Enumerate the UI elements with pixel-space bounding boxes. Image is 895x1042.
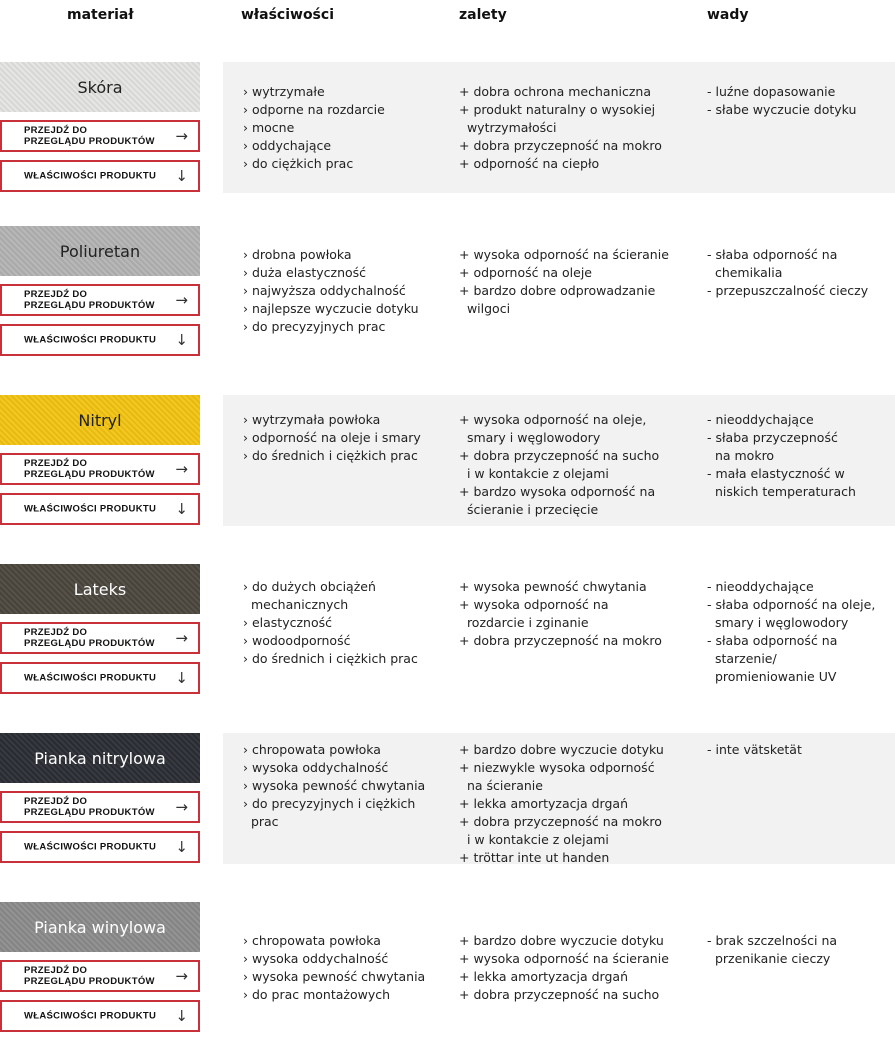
- pro-item: + bardzo dobre odprowadzanie: [459, 283, 656, 298]
- properties-list: [243, 411, 421, 465]
- pro-item: + dobra przyczepność na sucho: [459, 987, 660, 1002]
- arrow-right-icon: →: [175, 460, 188, 478]
- material-name: Pianka nitrylowa: [34, 748, 166, 768]
- pro-item: + odporność na ciepło: [459, 156, 600, 171]
- property-item: › do precyzyjnych i ciężkich: [243, 796, 416, 811]
- properties-list: [243, 246, 419, 336]
- cons-list: [707, 246, 868, 300]
- pro-item: wytrzymałości: [459, 120, 557, 135]
- pro-item: i w kontakcie z olejami: [459, 466, 609, 481]
- product-properties-button[interactable]: [0, 324, 200, 356]
- arrow-down-icon: ↓: [175, 331, 188, 349]
- button-label: WŁAŚCIWOŚCI PRODUKTU: [24, 334, 157, 346]
- con-item: - nieoddychające: [707, 579, 814, 594]
- button-label: PRZEJDŹ DO PRZEGLĄDU PRODUKTÓW: [24, 965, 155, 987]
- pros-list: [459, 932, 669, 1004]
- material-swatch: [0, 733, 200, 783]
- button-label: WŁAŚCIWOŚCI PRODUKTU: [24, 672, 157, 684]
- material-swatch: [0, 226, 200, 276]
- property-item: › chropowata powłoka: [243, 933, 381, 948]
- pro-item: + bardzo dobre wyczucie dotyku: [459, 742, 664, 757]
- header-material: materiał: [67, 7, 134, 23]
- con-item: - luźne dopasowanie: [707, 84, 836, 99]
- arrow-down-icon: ↓: [175, 669, 188, 687]
- con-item: - słabe wyczucie dotyku: [707, 102, 857, 117]
- material-name: Lateks: [73, 579, 127, 599]
- con-item: - słaba odporność na oleje,: [707, 597, 876, 612]
- button-label: PRZEJDŹ DO PRZEGLĄDU PRODUKTÓW: [24, 458, 155, 480]
- material-row: [0, 902, 895, 1033]
- material-row: [0, 395, 895, 526]
- con-item: chemikalia: [707, 265, 783, 280]
- property-item: › duża elastyczność: [243, 265, 367, 280]
- property-item: › do średnich i ciężkich prac: [243, 651, 418, 666]
- arrow-right-icon: →: [175, 629, 188, 647]
- property-item: › drobna powłoka: [243, 247, 352, 262]
- pros-list: [459, 83, 662, 173]
- pros-list: [459, 246, 669, 318]
- product-properties-button[interactable]: [0, 160, 200, 192]
- property-item: › mocne: [243, 120, 295, 135]
- properties-list: [243, 741, 425, 831]
- property-item: › do prac montażowych: [243, 987, 391, 1002]
- con-item: starzenie/: [707, 651, 777, 666]
- pro-item: + wysoka odporność na ścieranie: [459, 247, 669, 262]
- con-item: - inte vätsketät: [707, 742, 802, 757]
- pro-item: + lekka amortyzacja drgań: [459, 796, 628, 811]
- material-swatch: [0, 395, 200, 445]
- property-item: › wytrzymałe: [243, 84, 325, 99]
- cons-list: [707, 932, 837, 968]
- con-item: - brak szczelności na: [707, 933, 838, 948]
- con-item: smary i węglowodory: [707, 615, 849, 630]
- arrow-right-icon: →: [175, 291, 188, 309]
- product-properties-button[interactable]: [0, 662, 200, 694]
- property-item: › oddychające: [243, 138, 332, 153]
- pros-list: [459, 578, 662, 650]
- pro-item: + bardzo dobre wyczucie dotyku: [459, 933, 664, 948]
- arrow-down-icon: ↓: [175, 167, 188, 185]
- cons-list: [707, 83, 856, 119]
- pro-item: + wysoka odporność na ścieranie: [459, 951, 669, 966]
- arrow-right-icon: →: [175, 798, 188, 816]
- button-label: WŁAŚCIWOŚCI PRODUKTU: [24, 503, 157, 515]
- material-row: [0, 733, 895, 864]
- pros-list: [459, 411, 659, 519]
- property-item: › wysoka pewność chwytania: [243, 969, 426, 984]
- property-item: › wysoka oddychalność: [243, 760, 389, 775]
- material-name: Pianka winylowa: [34, 917, 166, 937]
- product-properties-button[interactable]: [0, 831, 200, 863]
- product-overview-button[interactable]: [0, 120, 200, 152]
- cons-list: [707, 578, 875, 686]
- material-swatch: [0, 62, 200, 112]
- pro-item: + tröttar inte ut handen: [459, 850, 610, 865]
- pro-item: + wysoka pewność chwytania: [459, 579, 647, 594]
- property-item: › do dużych obciążeń: [243, 579, 376, 594]
- con-item: - nieoddychające: [707, 412, 814, 427]
- material-swatch: [0, 564, 200, 614]
- material-swatch: [0, 902, 200, 952]
- pro-item: rozdarcie i zginanie: [459, 615, 589, 630]
- property-item: › do precyzyjnych prac: [243, 319, 386, 334]
- pro-item: wilgoci: [459, 301, 511, 316]
- pro-item: smary i węglowodory: [459, 430, 601, 445]
- product-properties-button[interactable]: [0, 493, 200, 525]
- property-item: › odporność na oleje i smary: [243, 430, 421, 445]
- con-item: przenikanie cieczy: [707, 951, 831, 966]
- button-label: WŁAŚCIWOŚCI PRODUKTU: [24, 841, 157, 853]
- con-item: niskich temperaturach: [707, 484, 856, 499]
- cons-list: [707, 741, 802, 759]
- header-properties: właściwości: [241, 7, 334, 23]
- pro-item: + bardzo wysoka odporność na: [459, 484, 656, 499]
- material-name: Nitryl: [78, 410, 122, 430]
- con-item: na mokro: [707, 448, 775, 463]
- property-item: › wysoka oddychalność: [243, 951, 389, 966]
- property-item: › wysoka pewność chwytania: [243, 778, 426, 793]
- properties-list: [243, 83, 385, 173]
- button-label: WŁAŚCIWOŚCI PRODUKTU: [24, 170, 157, 182]
- button-label: PRZEJDŹ DO PRZEGLĄDU PRODUKTÓW: [24, 125, 155, 147]
- property-item: › najlepsze wyczucie dotyku: [243, 301, 419, 316]
- pro-item: + dobra przyczepność na mokro: [459, 138, 662, 153]
- arrow-down-icon: ↓: [175, 1007, 188, 1025]
- material-row: [0, 62, 895, 193]
- arrow-down-icon: ↓: [175, 500, 188, 518]
- pros-list: [459, 741, 664, 867]
- pro-item: + dobra przyczepność na mokro: [459, 814, 662, 829]
- properties-list: [243, 578, 418, 668]
- con-item: - przepuszczalność cieczy: [707, 283, 869, 298]
- pro-item: + dobra przyczepność na sucho: [459, 448, 660, 463]
- button-label: PRZEJDŹ DO PRZEGLĄDU PRODUKTÓW: [24, 289, 155, 311]
- button-label: PRZEJDŹ DO PRZEGLĄDU PRODUKTÓW: [24, 627, 155, 649]
- pro-item: + dobra ochrona mechaniczna: [459, 84, 651, 99]
- property-item: › do średnich i ciężkich prac: [243, 448, 418, 463]
- header-cons: wady: [707, 7, 749, 23]
- property-item: mechanicznych: [243, 597, 349, 612]
- arrow-right-icon: →: [175, 127, 188, 145]
- product-overview-button[interactable]: [0, 284, 200, 316]
- product-overview-button[interactable]: [0, 622, 200, 654]
- property-item: › do ciężkich prac: [243, 156, 354, 171]
- property-item: › wytrzymała powłoka: [243, 412, 381, 427]
- header-pros: zalety: [459, 7, 507, 23]
- pro-item: i w kontakcie z olejami: [459, 832, 609, 847]
- product-overview-button[interactable]: [0, 453, 200, 485]
- button-label: PRZEJDŹ DO PRZEGLĄDU PRODUKTÓW: [24, 796, 155, 818]
- con-item: - słaba przyczepność: [707, 430, 838, 445]
- con-item: promieniowanie UV: [707, 669, 837, 684]
- property-item: prac: [243, 814, 279, 829]
- pro-item: na ścieranie: [459, 778, 543, 793]
- pro-item: + produkt naturalny o wysokiej: [459, 102, 656, 117]
- property-item: › najwyższa oddychalność: [243, 283, 406, 298]
- con-item: - mała elastyczność w: [707, 466, 845, 481]
- con-item: - słaba odporność na: [707, 633, 838, 648]
- con-item: - słaba odporność na: [707, 247, 838, 262]
- pro-item: + dobra przyczepność na mokro: [459, 633, 662, 648]
- product-overview-button[interactable]: [0, 791, 200, 823]
- arrow-right-icon: →: [175, 967, 188, 985]
- material-row: [0, 226, 895, 357]
- product-properties-button[interactable]: [0, 1000, 200, 1032]
- property-item: › elastyczność: [243, 615, 332, 630]
- material-name: Skóra: [77, 77, 123, 97]
- pro-item: + niezwykle wysoka odporność: [459, 760, 655, 775]
- product-overview-button[interactable]: [0, 960, 200, 992]
- material-row: [0, 564, 895, 695]
- property-item: › wodoodporność: [243, 633, 351, 648]
- properties-list: [243, 932, 425, 1004]
- cons-list: [707, 411, 856, 501]
- pro-item: + wysoka odporność na: [459, 597, 609, 612]
- pro-item: + lekka amortyzacja drgań: [459, 969, 628, 984]
- property-item: › chropowata powłoka: [243, 742, 381, 757]
- button-label: WŁAŚCIWOŚCI PRODUKTU: [24, 1010, 157, 1022]
- pro-item: + wysoka odporność na oleje,: [459, 412, 647, 427]
- property-item: › odporne na rozdarcie: [243, 102, 385, 117]
- material-name: Poliuretan: [59, 241, 141, 261]
- pro-item: + odporność na oleje: [459, 265, 592, 280]
- pro-item: ścieranie i przecięcie: [459, 502, 599, 517]
- arrow-down-icon: ↓: [175, 838, 188, 856]
